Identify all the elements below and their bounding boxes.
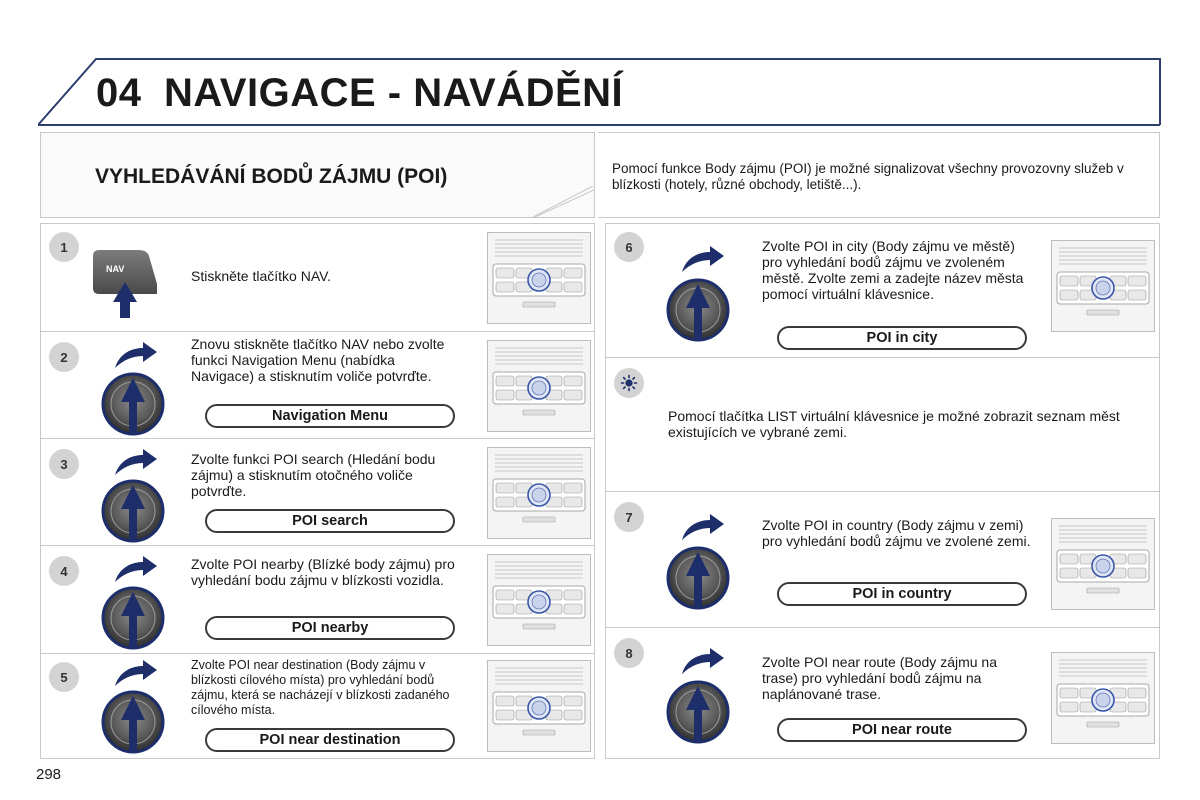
page-number: 298	[36, 766, 62, 783]
steps-right-column	[605, 223, 1160, 759]
step-5	[41, 654, 594, 760]
step-badge: 2	[49, 342, 79, 372]
step-7	[606, 492, 1159, 628]
turn-arrow-icon	[678, 512, 726, 542]
rotary-knob-icon	[666, 542, 730, 612]
step-badge: 1	[49, 232, 79, 262]
intro-box	[598, 132, 1160, 218]
turn-arrow-icon	[678, 646, 726, 676]
poi-nearby-button[interactable]: POI nearby	[205, 616, 455, 640]
step-text: Zvolte POI in country (Body zájmu v zemi) pro vyhledání bodů zájmu ve zvolené zemi.	[762, 517, 1031, 549]
turn-arrow-icon	[111, 340, 159, 370]
rotary-knob-icon	[101, 686, 165, 756]
poi-near-destination-button[interactable]: POI near destination	[205, 728, 455, 752]
control-panel-icon	[487, 447, 591, 539]
control-panel-icon	[487, 232, 591, 324]
control-panel-icon	[1051, 240, 1155, 332]
step-2	[41, 332, 594, 439]
rotary-knob-icon	[666, 676, 730, 746]
steps-left-column	[40, 223, 595, 759]
fold-corner-icon	[533, 186, 595, 218]
chapter-header	[38, 57, 1162, 127]
step-4	[41, 546, 594, 654]
step-badge: 7	[614, 502, 644, 532]
section-title: VYHLEDÁVÁNÍ BODŮ ZÁJMU (POI)	[95, 165, 448, 188]
nav-button-icon	[91, 244, 161, 320]
step-1	[41, 224, 594, 332]
control-panel-icon	[487, 554, 591, 646]
poi-in-country-button[interactable]: POI in country	[777, 582, 1027, 606]
turn-arrow-icon	[111, 658, 159, 688]
step-badge: 4	[49, 556, 79, 586]
turn-arrow-icon	[111, 554, 159, 584]
step-badge: 6	[614, 232, 644, 262]
control-panel-icon	[487, 340, 591, 432]
chapter-number: 04	[96, 71, 142, 115]
step-text: Zvolte funkci POI search (Hledání bodu zájmu) a stisknutím otočného voliče potvrďte.	[191, 451, 436, 499]
rotary-knob-icon	[101, 368, 165, 438]
chapter-title: NAVIGACE - NAVÁDĚNÍ	[164, 71, 624, 115]
rotary-knob-icon	[101, 475, 165, 545]
step-text: Stiskněte tlačítko NAV.	[191, 268, 332, 284]
step-text: Zvolte POI in city (Body zájmu ve městě) pro vyhledání bodů zájmu ve zvoleném městě. Zvolte zemi a zadejte název města pomocí virtuální klávesnice.	[762, 238, 1024, 302]
nav-label: NAV	[106, 264, 125, 274]
step-text: Znovu stiskněte tlačítko NAV nebo zvolte funkci Navigation Menu (nabídka Navigace) a stisknutím voliče potvrďte.	[191, 336, 445, 384]
poi-near-route-button[interactable]: POI near route	[777, 718, 1027, 742]
step-badge: 8	[614, 638, 644, 668]
step-text: Zvolte POI near route (Body zájmu na trase) pro vyhledání bodů zájmu na naplánované trase.	[762, 654, 997, 702]
control-panel-icon	[1051, 518, 1155, 610]
sun-bulb-icon	[614, 368, 644, 398]
step-badge: 3	[49, 449, 79, 479]
rotary-knob-icon	[101, 582, 165, 652]
tip-panel	[606, 358, 1159, 492]
step-badge: 5	[49, 662, 79, 692]
turn-arrow-icon	[111, 447, 159, 477]
step-text: Zvolte POI near destination (Body zájmu v blízkosti cílového místa) pro vyhledání bodů zájmu, která se nacházejí v blízkosti zadaného cílového místa.	[191, 658, 450, 717]
section-title-box	[40, 132, 595, 218]
tip-text: Pomocí tlačítka LIST virtuální klávesnice je možné zobrazit seznam měst existujících ve vybrané zemi.	[668, 408, 1120, 440]
control-panel-icon	[1051, 652, 1155, 744]
step-8	[606, 628, 1159, 760]
intro-text: Pomocí funkce Body zájmu (POI) je možné signalizovat všechny provozovny služeb v blízkosti (hotely, různé obchody, letiště...).	[612, 161, 1124, 192]
control-panel-icon	[487, 660, 591, 752]
step-3	[41, 439, 594, 546]
step-text: Zvolte POI nearby (Blízké body zájmu) pro vyhledání bodu zájmu v blízkosti vozidla.	[191, 556, 455, 588]
poi-in-city-button[interactable]: POI in city	[777, 326, 1027, 350]
navigation-menu-button[interactable]: Navigation Menu	[205, 404, 455, 428]
turn-arrow-icon	[678, 244, 726, 274]
rotary-knob-icon	[666, 274, 730, 344]
step-6	[606, 224, 1159, 358]
poi-search-button[interactable]: POI search	[205, 509, 455, 533]
